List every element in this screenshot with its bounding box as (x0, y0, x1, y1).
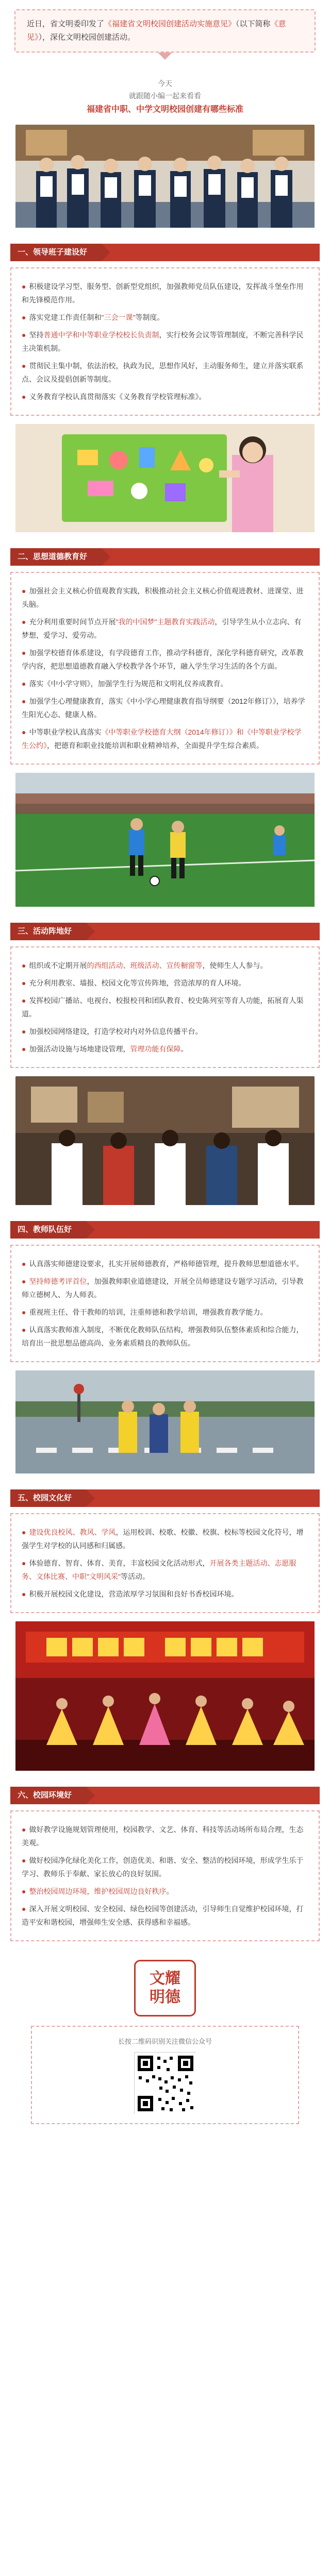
item-tail: 等制度。 (135, 313, 164, 321)
item-highlight: 开展各类主题活动、志愿服务、文体比赛、中职"文明风采" (22, 1559, 296, 1581)
qr-code-art (135, 2053, 196, 2114)
item-text: 组织或不定期开展 (29, 961, 87, 970)
section-5-item-2 (22, 1556, 308, 1583)
item-text: 做好校园净化绿化美化工作，创造优美、和谐、安全、整洁的校园环境，形成学生乐于学习、教师乐于奉献、家长放心的良好氛围。 (22, 1856, 304, 1878)
bullet-icon: ● (22, 1045, 26, 1053)
qr-caption: 长按二维码识别关注微信公众号 (118, 2038, 212, 2045)
item-highlight: 建设优良校风、教风、学风 (29, 1528, 116, 1536)
item-tail: 。 (166, 1887, 174, 1895)
section-1-box (10, 267, 320, 416)
section-2-item-6 (22, 725, 308, 752)
section-6-box (10, 1810, 320, 1941)
section-1-item-4 (22, 359, 308, 386)
section-5-header (10, 1489, 320, 1507)
item-text: 加强活动设施与场地建设管理， (29, 1045, 130, 1053)
section-3-item-1 (22, 959, 308, 972)
section-2-header (10, 548, 320, 566)
item-tail: ，使师生人人参与。 (202, 961, 268, 970)
section-5-title: 五、校园文化好 (10, 1489, 86, 1507)
item-highlight: 普通中学和中等职业学校校长负责制 (43, 331, 159, 339)
item-tail: ，引导学生从小立志向、有梦想，爱学习、爱劳动。 (22, 618, 302, 639)
photo-girl-board-art (15, 424, 315, 532)
item-text: 充分利用教室、墙报、校园文化等宣传阵地，营造浓厚的育人环境。 (29, 979, 246, 987)
item-tail: ，加强教师职业道德建设，开展全员师德建设专题学习活动，引导教师立德树人、为人师表。 (22, 1277, 304, 1299)
section-4-title: 四、教师队伍好 (10, 1221, 86, 1239)
article-page (0, 9, 330, 2140)
section-2-box (10, 572, 320, 765)
intro-tail-arrow (158, 53, 172, 60)
item-text: 做好教学设施规划管理使用，校园教学、文艺、体育、科技等活动场所布局合理，生态美观。 (22, 1825, 304, 1847)
photo-crossing-guards-art (15, 1370, 315, 1473)
bullet-icon: ● (22, 979, 26, 987)
item-text: 贯彻民主集中制，依法治校，执政为民，思想作风好，主动服务师生，建立并落实联系点、会议及提倡创新等制度。 (22, 362, 304, 383)
bullet-icon: ● (22, 1887, 26, 1895)
bullet-icon: ● (22, 649, 26, 657)
section-1-item-3 (22, 328, 308, 355)
section-5-item-3 (22, 1587, 308, 1601)
section-2-item-3 (22, 646, 308, 673)
item-text: 充分利用重要时间节点开展 (29, 618, 116, 626)
section-4-box (10, 1245, 320, 1362)
bullet-icon: ● (22, 587, 26, 595)
item-text: 落实《中小学守则》，加强学生行为规范和文明礼仪养成教育。 (29, 680, 228, 688)
item-highlight: "我的中国梦"主题教育实践活动 (116, 618, 215, 626)
item-highlight: 的西组活动、班级活动、宣传橱窗等 (87, 961, 203, 970)
section-6-title: 六、校园环境好 (10, 1787, 86, 1804)
section-3-item-4 (22, 1025, 308, 1038)
item-text: 认真落实教师准入制度，不断优化教师队伍结构，增强教师队伍整体素质和综合能力，培育出一批思想品德高尚、业务素质精良的教师队伍。 (22, 1326, 304, 1347)
item-tail: ，把德育和职业技能培训和职业精神培养，全面提升学生综合素质。 (47, 741, 263, 750)
bullet-icon: ● (22, 961, 26, 970)
section-2-item-5 (22, 694, 308, 721)
section-2-item-2 (22, 615, 308, 642)
item-text: 发挥校园广播站、电视台、校报校刊和团队教育、校史陈列室等育人功能，拓展育人渠道。 (22, 996, 304, 1018)
intro-box (14, 9, 316, 53)
section-1-item-2 (22, 311, 308, 324)
item-text: 坚持 (29, 331, 44, 339)
lede (0, 77, 330, 102)
item-text: 加强校园网络建设，打造学校对内对外信息传播平台。 (29, 1027, 203, 1036)
item-tail: 。 (180, 1045, 188, 1053)
bullet-icon: ● (22, 728, 26, 736)
badge-line-1: 文耀 (150, 1970, 180, 1987)
section-2-item-1 (22, 584, 308, 611)
bullet-icon: ● (22, 697, 26, 705)
intro-text-b: （以下简称 (236, 20, 271, 28)
photo-students-uniform-art (15, 125, 315, 228)
item-text: 积极开展校园文化建设，营造浓厚学习氛围和良好书香校园环境。 (29, 1590, 239, 1598)
section-6-item-4 (22, 1902, 308, 1929)
badge-line-2: 明德 (150, 1989, 180, 2006)
bullet-icon: ● (22, 331, 26, 339)
section-3-item-3 (22, 994, 308, 1021)
section-2-title: 二、思想道德教育好 (10, 548, 102, 566)
bullet-icon: ● (22, 1528, 26, 1536)
section-3-item-2 (22, 976, 308, 990)
item-tail: 等活动。 (120, 1572, 150, 1581)
section-1-header (10, 244, 320, 261)
section-4-item-4 (22, 1323, 308, 1350)
photo-students-museum-art (15, 1076, 315, 1205)
section-4-header (10, 1221, 320, 1239)
bullet-icon: ● (22, 313, 26, 321)
item-text: 落实党建工作责任制和 (29, 313, 102, 321)
qr-code-icon[interactable] (134, 2052, 196, 2114)
item-text: 认真落实师德建设要求，扎实开展师德教育，严格师德管理，提升教师思想道德水平。 (29, 1260, 304, 1268)
bullet-icon: ● (22, 282, 26, 291)
lede-line-1: 今天 (158, 79, 172, 88)
bullet-icon: ● (22, 1308, 26, 1316)
section-1-item-5 (22, 390, 308, 403)
item-highlight: 管理功能有保障 (130, 1045, 181, 1053)
photo-football-art (15, 773, 315, 907)
intro-text-a: 近日，省文明委印发了 (27, 20, 105, 28)
bullet-icon: ● (22, 680, 26, 688)
section-3-item-5 (22, 1042, 308, 1056)
item-highlight: 坚持师德考评首位 (29, 1277, 87, 1285)
bullet-icon: ● (22, 1559, 26, 1567)
bullet-icon: ● (22, 393, 26, 401)
item-text: 中等职业学校认真落实 (29, 728, 102, 736)
item-text: 加强学生心理健康教育，落实《中小学心理健康教育指导纲要（2012年修订）》，培养学生阳光心态、健康人格。 (22, 697, 305, 719)
photo-students-uniform (15, 125, 315, 230)
intro-highlight-a: 《福建省文明校园创建活动实施意见》 (104, 20, 236, 28)
section-3-title: 三、活动阵地好 (10, 923, 86, 940)
wenming-badge (134, 1960, 196, 2016)
intro-text-c: ），深化文明校园创建活动。 (38, 33, 136, 42)
bullet-icon: ● (22, 1260, 26, 1268)
section-1-title: 一、领导班子建设好 (10, 244, 102, 261)
section-6-item-1 (22, 1823, 308, 1850)
photo-football (15, 773, 315, 909)
section-5-box (10, 1513, 320, 1613)
intro-highlight-b: 《意见》 (27, 20, 286, 42)
bullet-icon: ● (22, 996, 26, 1005)
item-text: 体验德育、智育、体育、美育，丰富校园文化活动形式， (29, 1559, 210, 1567)
item-tail: ，运用校训、校歌、校徽、校旗、校标等校园文化符号，增强学生对学校的认同感和归属感。 (22, 1528, 304, 1550)
section-1-item-1 (22, 280, 308, 307)
section-6-item-2 (22, 1854, 308, 1880)
item-text: 重视班主任、骨干教师的培训，注重师德和教学培训，增强教育教学能力。 (29, 1308, 268, 1316)
item-highlight: 整治校园周边环境，维护校园周边良好秩序 (29, 1887, 167, 1895)
section-6-header (10, 1787, 320, 1804)
photo-stage-performance (15, 1621, 315, 1773)
bullet-icon: ● (22, 1027, 26, 1036)
section-3-header (10, 923, 320, 940)
section-5-item-1 (22, 1526, 308, 1552)
lede-headline: 福建省中职、中学文明校园创建有哪些标准 (86, 105, 243, 114)
photo-girl-board (15, 424, 315, 535)
item-text: 加强学校德育体系建设，有学段德育工作，推动学科德育，深化学科德育研究，改革教学内容，把思想道德教育融入学校教学各个环节，融入学生学习生活的各个方面。 (22, 649, 304, 670)
photo-students-museum (15, 1076, 315, 1208)
bullet-icon: ● (22, 618, 26, 626)
section-3-box (10, 946, 320, 1068)
photo-stage-performance-art (15, 1621, 315, 1771)
lede-line-2: 就跟随小编一起来看看 (129, 92, 201, 100)
qr-code-box (31, 2026, 299, 2124)
item-text: 义务教育学校认真贯彻落实《义务教育学校管理标准》。 (29, 393, 206, 401)
section-4-item-3 (22, 1306, 308, 1319)
section-2-item-4 (22, 677, 308, 690)
section-4-item-1 (22, 1257, 308, 1270)
item-text: 深入开展文明校园、安全校园、绿色校园等创建活动，引导师生自觉维护校园环境，打造平安和谐校园，增强师生安全感、获得感和幸福感。 (22, 1905, 304, 1926)
bullet-icon: ● (22, 1905, 26, 1913)
section-6-item-3 (22, 1885, 308, 1898)
item-highlight: "三会一课" (101, 313, 136, 321)
bullet-icon: ● (22, 1856, 26, 1865)
section-4-item-2 (22, 1275, 308, 1301)
bullet-icon: ● (22, 1277, 26, 1285)
item-tail: ，实行校务会议等管理制度，不断完善科学民主决策机制。 (22, 331, 304, 352)
bullet-icon: ● (22, 1825, 26, 1834)
item-text: 加强社会主义核心价值观教育实践，积极推动社会主义核心价值观进教材、进课堂、进头脑。 (22, 587, 304, 608)
bullet-icon: ● (22, 362, 26, 370)
item-highlight: 《中等职业学校德育大纲（2014年修订）》和《中等职业学校学生公约》 (22, 728, 302, 750)
photo-crossing-guards (15, 1370, 315, 1476)
bullet-icon: ● (22, 1326, 26, 1334)
item-text: 积极建设学习型、服务型、创新型党组织，加强教师党员队伍建设，发挥战斗堡垒作用和先锋模范作用。 (22, 282, 304, 304)
bullet-icon: ● (22, 1590, 26, 1598)
